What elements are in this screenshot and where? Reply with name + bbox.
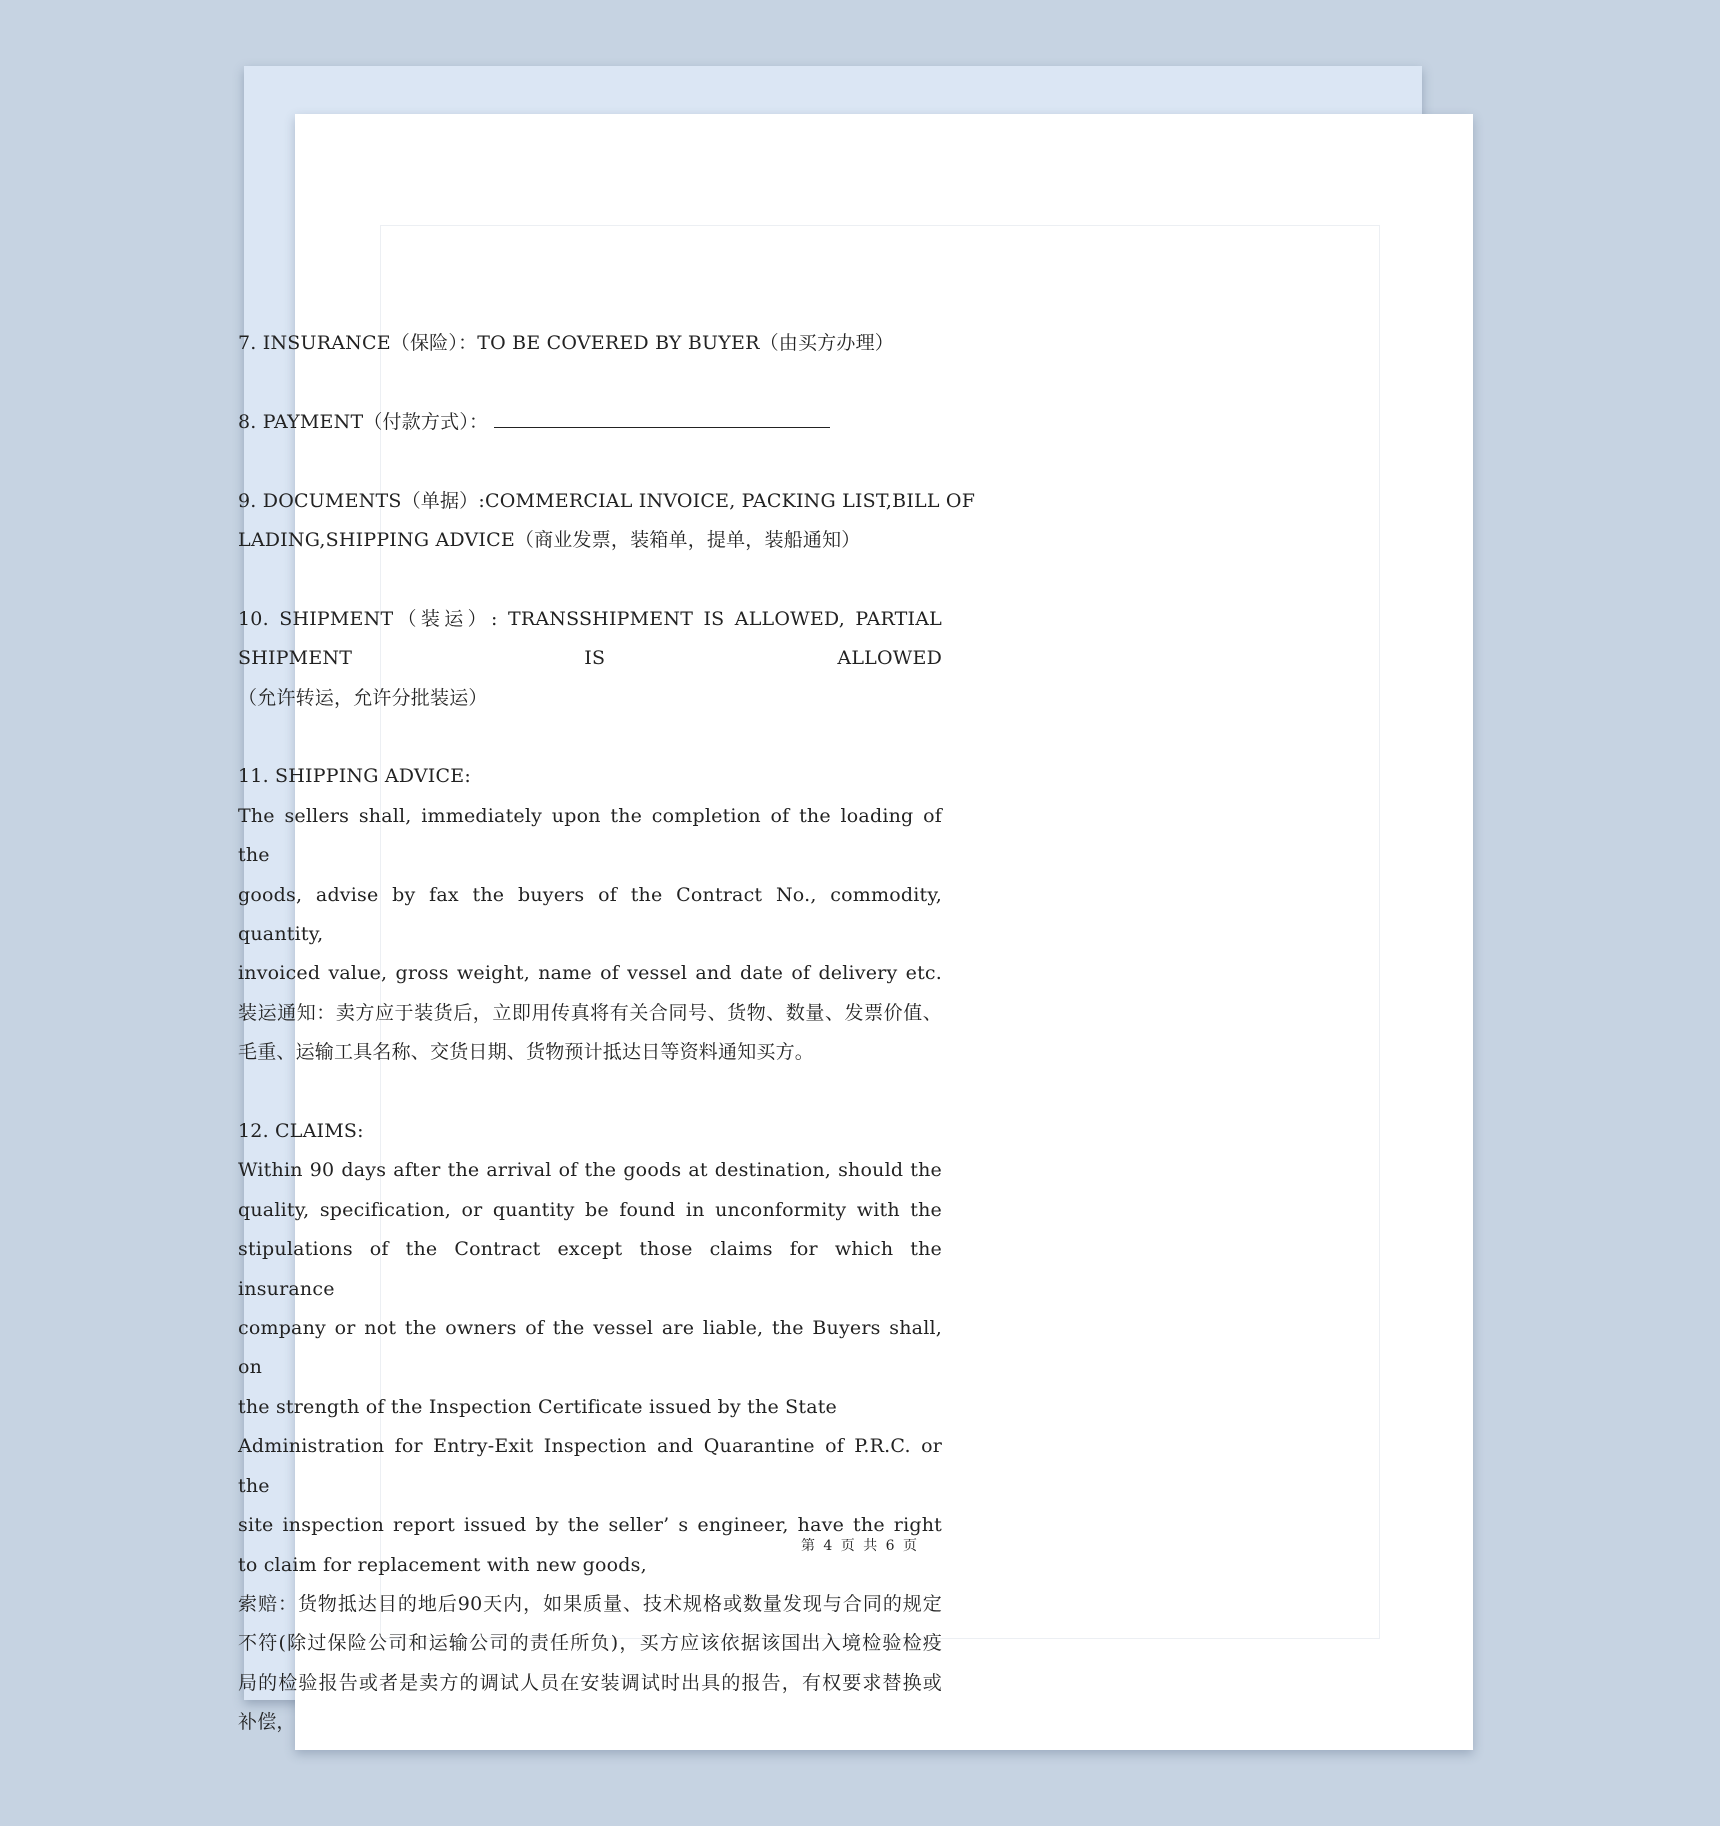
section-9-documents-line-2: LADING,SHIPPING ADVICE（商业发票，装箱单，提单，装船通知）	[238, 529, 861, 551]
section-12-line-9: 索赔：货物抵达目的地后90天内，如果质量、技术规格或数量发现与合同的规定	[238, 1592, 942, 1615]
section-12-heading: 12. CLAIMS:	[238, 1120, 364, 1143]
section-12-line-11: 局的检验报告或者是卖方的调试人员在安装调试时出具的报告，有权要求替换或	[238, 1671, 942, 1694]
payment-blank-line	[494, 413, 830, 428]
section-11-line-3: invoiced value, gross weight, name of vessel and date of delivery etc.	[238, 962, 942, 985]
section-12-line-1: Within 90 days after the arrival of the goods at destination, should the	[238, 1159, 942, 1182]
section-8-payment	[238, 403, 942, 442]
section-9-documents-line-1: 9. DOCUMENTS（单据）:COMMERCIAL INVOICE, PACKING LIST,BILL OF	[238, 489, 976, 512]
section-11-heading: 11. SHIPPING ADVICE:	[238, 765, 471, 788]
section-12-line-10: 不符(除过保险公司和运输公司的责任所负)，买方应该依据该国出入境检验检疫	[238, 1632, 942, 1655]
section-12-line-5: the strength of the Inspection Certificate issued by the State	[238, 1395, 837, 1418]
section-12-line-4: company or not the owners of the vessel are liable, the Buyers shall, on	[238, 1317, 942, 1379]
page-number-footer: 第 4 页 共 6 页	[800, 1538, 920, 1554]
section-12-line-8: to claim for replacement with new goods,	[238, 1553, 647, 1576]
section-10-shipment-line-1: 10. SHIPMENT（装运）: TRANSSHIPMENT IS ALLOWED, PARTIAL SHIPMENT IS ALLOWED	[238, 607, 942, 670]
section-12-line-7: site inspection report issued by the seller’ s engineer, have the right	[238, 1514, 942, 1537]
section-7-insurance: 7. INSURANCE（保险）：TO BE COVERED BY BUYER（由买方办理）	[238, 332, 894, 354]
section-12-line-2: quality, specification, or quantity be found in unconformity with the	[238, 1198, 942, 1221]
section-11-line-5: 毛重、运输工具名称、交货日期、货物预计抵达日等资料通知买方。	[238, 1041, 815, 1064]
payment-label: 8. PAYMENT（付款方式）：	[238, 410, 489, 433]
section-12-line-6: Administration for Entry-Exit Inspection and Quarantine of P.R.C. or the	[238, 1435, 942, 1497]
document-body	[238, 324, 976, 1743]
section-12-line-3: stipulations of the Contract except those claims for which the insurance	[238, 1238, 942, 1300]
section-12-line-12: 补偿，	[238, 1711, 296, 1734]
section-11-line-1: The sellers shall, immediately upon the completion of the loading of the	[238, 804, 942, 867]
section-11-line-4: 装运通知：卖方应于装货后，立即用传真将有关合同号、货物、数量、发票价值、	[238, 1001, 942, 1024]
section-11-line-2: goods, advise by fax the buyers of the Contract No., commodity, quantity,	[238, 883, 942, 946]
section-10-shipment-line-2: （允许转运，允许分批装运）	[238, 686, 488, 709]
